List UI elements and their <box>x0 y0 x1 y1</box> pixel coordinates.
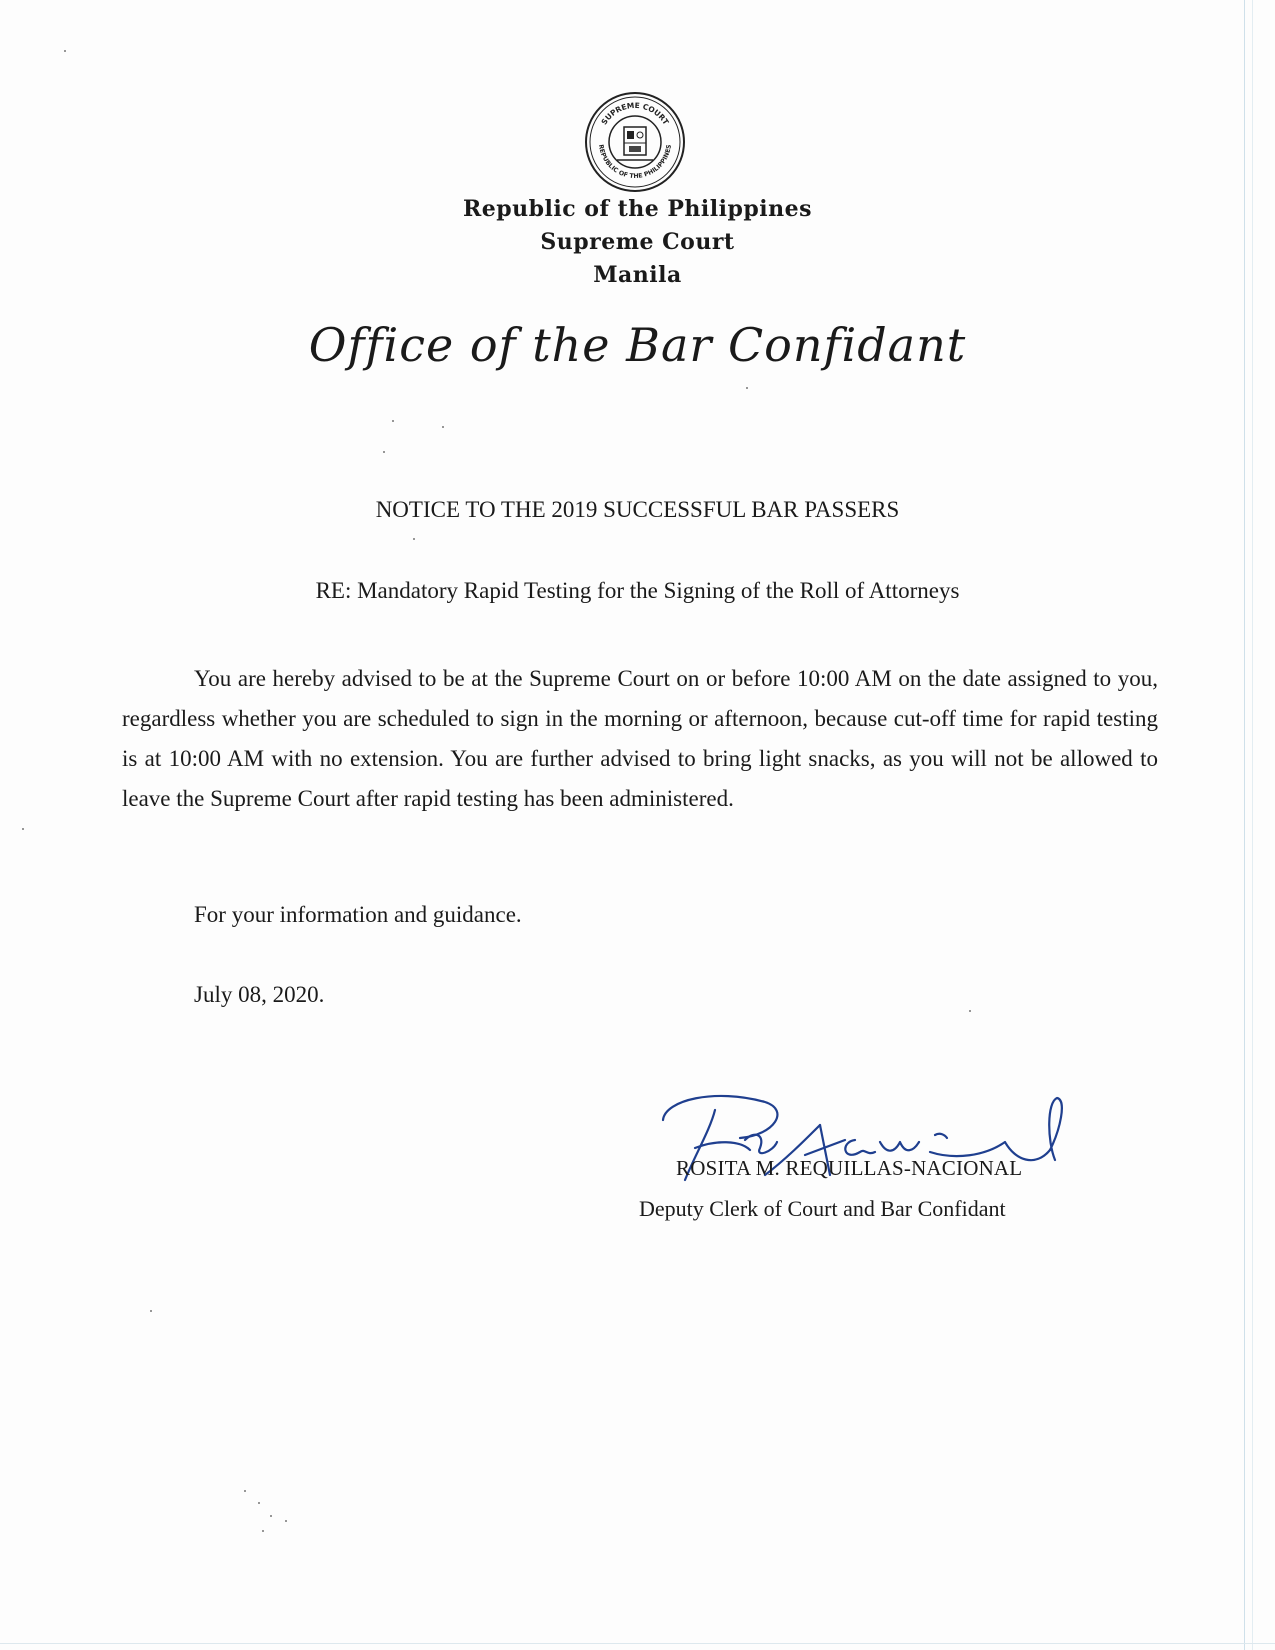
scan-speck <box>413 538 415 540</box>
scan-speck <box>22 828 24 830</box>
scan-speck <box>383 451 385 453</box>
supreme-court-seal-icon <box>583 90 687 194</box>
scan-speck <box>262 1530 264 1532</box>
notice-body: You are hereby advised to be at the Supreme Court on or before 10:00 AM on the date assigned to you, regardless whether you are scheduled to sign in the morning or afternoon, because cut-off time for rapid testing is at 10:00 AM with no extension. You are further advised to bring light snacks, as you will not be allowed to leave the Supreme Court after rapid testing has been administered. <box>122 666 1158 811</box>
scan-speck <box>244 1490 246 1492</box>
scan-speck <box>969 1010 971 1012</box>
scan-speck <box>270 1515 272 1517</box>
letterhead-city: Manila <box>593 262 682 288</box>
scan-speck <box>746 387 748 389</box>
signatory-title: Deputy Clerk of Court and Bar Confidant <box>639 1196 1006 1221</box>
scan-edge <box>0 1643 1275 1644</box>
office-title: Office of the Bar Confidant <box>308 318 967 372</box>
seal-text-top: SUPREME COURT <box>599 100 671 127</box>
subject-line: RE: Mandatory Rapid Testing for the Signing of the Roll of Attorneys <box>315 578 960 603</box>
notice-title: NOTICE TO THE 2019 SUCCESSFUL BAR PASSERS <box>375 497 900 522</box>
scan-speck <box>285 1520 287 1522</box>
letterhead-republic: Republic of the Philippines <box>462 196 813 222</box>
scan-speck <box>442 426 444 428</box>
signatory-name: ROSITA M. REQUILLAS-NACIONAL <box>676 1156 1023 1180</box>
notice-date: July 08, 2020. <box>194 982 325 1007</box>
scan-speck <box>150 1310 152 1312</box>
scan-speck <box>392 420 394 422</box>
seal-text-bottom: REPUBLIC OF THE PHILIPPINES <box>597 144 673 181</box>
letterhead-supreme-court: Supreme Court <box>540 229 735 255</box>
closing-line: For your information and guidance. <box>194 902 522 927</box>
scan-speck <box>64 50 66 52</box>
scan-speck <box>258 1502 260 1504</box>
